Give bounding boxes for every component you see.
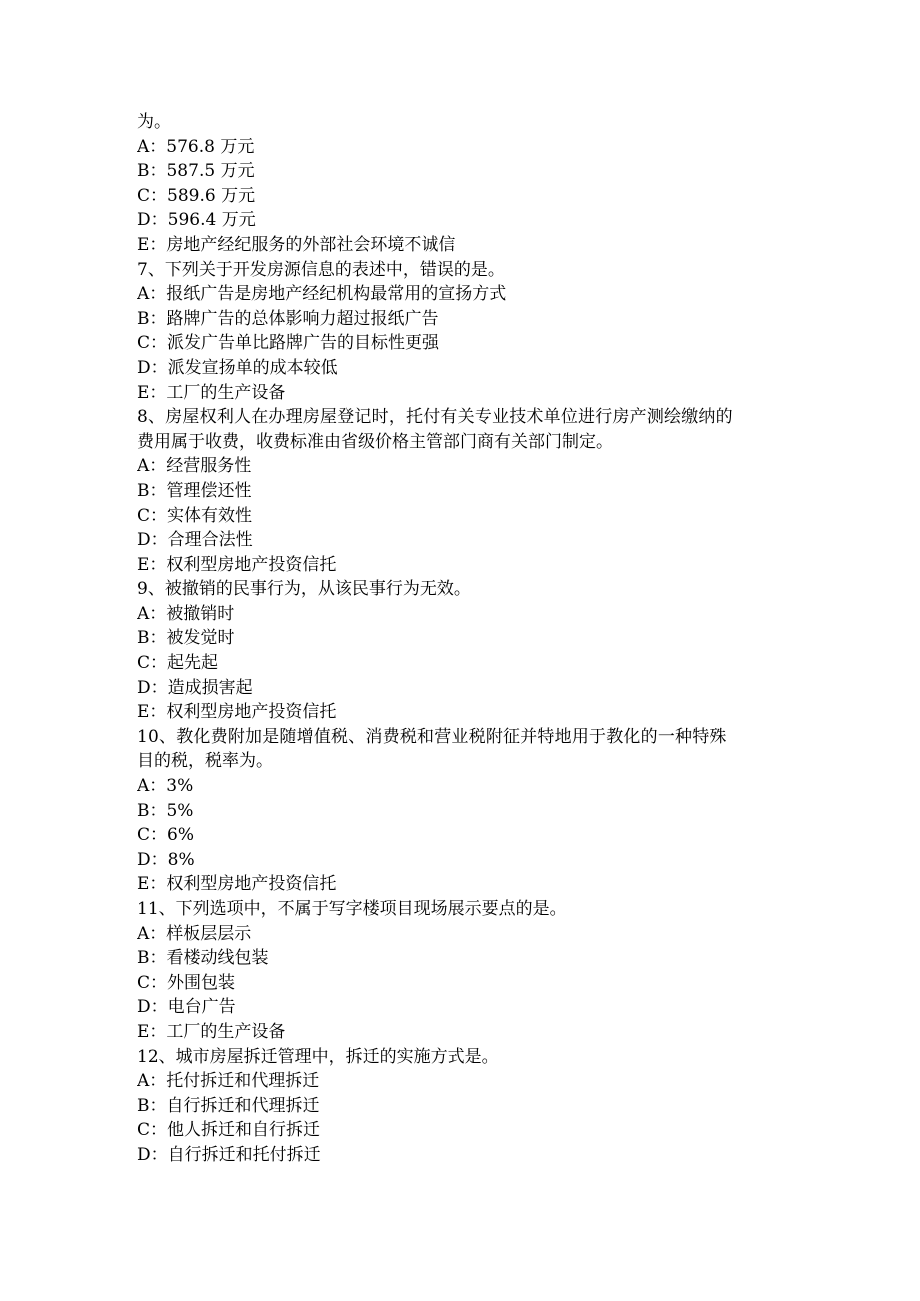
document-body [137, 110, 797, 1168]
option-d: D：自行拆迁和托付拆迁 [137, 1144, 321, 1165]
option-e: E：权利型房地产投资信托 [137, 554, 337, 575]
option-c: C：起先起 [137, 653, 219, 674]
question-12: 12、城市房屋拆迁管理中，拆迁的实施方式是。 [137, 1046, 499, 1067]
option-d: D：596.4 万元 [137, 210, 256, 231]
option-b: B：被发觉时 [137, 628, 235, 649]
option-b: B：自行拆迁和代理拆迁 [137, 1095, 320, 1116]
option-e: E：权利型房地产投资信托 [137, 702, 337, 723]
question-11: 11、下列选项中，不属于写字楼项目现场展示要点的是。 [137, 899, 567, 919]
question-8-continued: 费用属于收费，收费标准由省级价格主管部门商有关部门制定。 [137, 431, 613, 452]
option-b: B：管理偿还性 [137, 480, 252, 501]
option-e: E：权利型房地产投资信托 [137, 874, 337, 895]
question-10: 10、教化费附加是随增值税、消费税和营业税附征并特地用于教化的一种特殊 [137, 726, 727, 747]
option-d: D：合理合法性 [137, 530, 253, 551]
option-a: A：样板层层示 [137, 923, 252, 944]
option-c: C：派发广告单比路牌广告的目标性更强 [137, 333, 440, 354]
option-c: C：他人拆迁和自行拆迁 [137, 1120, 321, 1141]
option-b: B：看楼动线包装 [137, 948, 269, 969]
option-c: C：6% [137, 825, 194, 846]
option-b: B：587.5 万元 [137, 161, 255, 182]
question-7: 7、下列关于开发房源信息的表述中，错误的是。 [137, 259, 505, 280]
option-a: A：576.8 万元 [137, 136, 255, 157]
option-e: E：工厂的生产设备 [137, 1021, 286, 1042]
option-d: D：派发宣扬单的成本较低 [137, 357, 338, 378]
question-10-continued: 目的税，税率为。 [137, 751, 273, 772]
option-e: E：房地产经纪服务的外部社会环境不诚信 [137, 234, 456, 255]
option-a: A：3% [137, 776, 194, 797]
option-a: A：经营服务性 [137, 456, 252, 477]
option-c: C：实体有效性 [137, 505, 253, 526]
option-c: C：589.6 万元 [137, 185, 256, 206]
option-a: A：报纸广告是房地产经纪机构最常用的宣扬方式 [137, 284, 507, 305]
option-b: B：路牌广告的总体影响力超过报纸广告 [137, 308, 439, 329]
option-d: D：造成损害起 [137, 677, 253, 698]
option-d: D：电台广告 [137, 997, 236, 1018]
text-line: 为。 [137, 112, 171, 132]
option-a: A：托付拆迁和代理拆迁 [137, 1071, 320, 1092]
option-e: E：工厂的生产设备 [137, 382, 286, 403]
question-8: 8、房屋权利人在办理房屋登记时，托付有关专业技术单位进行房产测绘缴纳的 [137, 407, 733, 428]
option-d: D：8% [137, 849, 195, 870]
question-9: 9、被撤销的民事行为，从该民事行为无效。 [137, 579, 471, 600]
option-a: A：被撤销时 [137, 603, 235, 624]
option-c: C：外围包装 [137, 972, 236, 993]
option-b: B：5% [137, 800, 194, 821]
